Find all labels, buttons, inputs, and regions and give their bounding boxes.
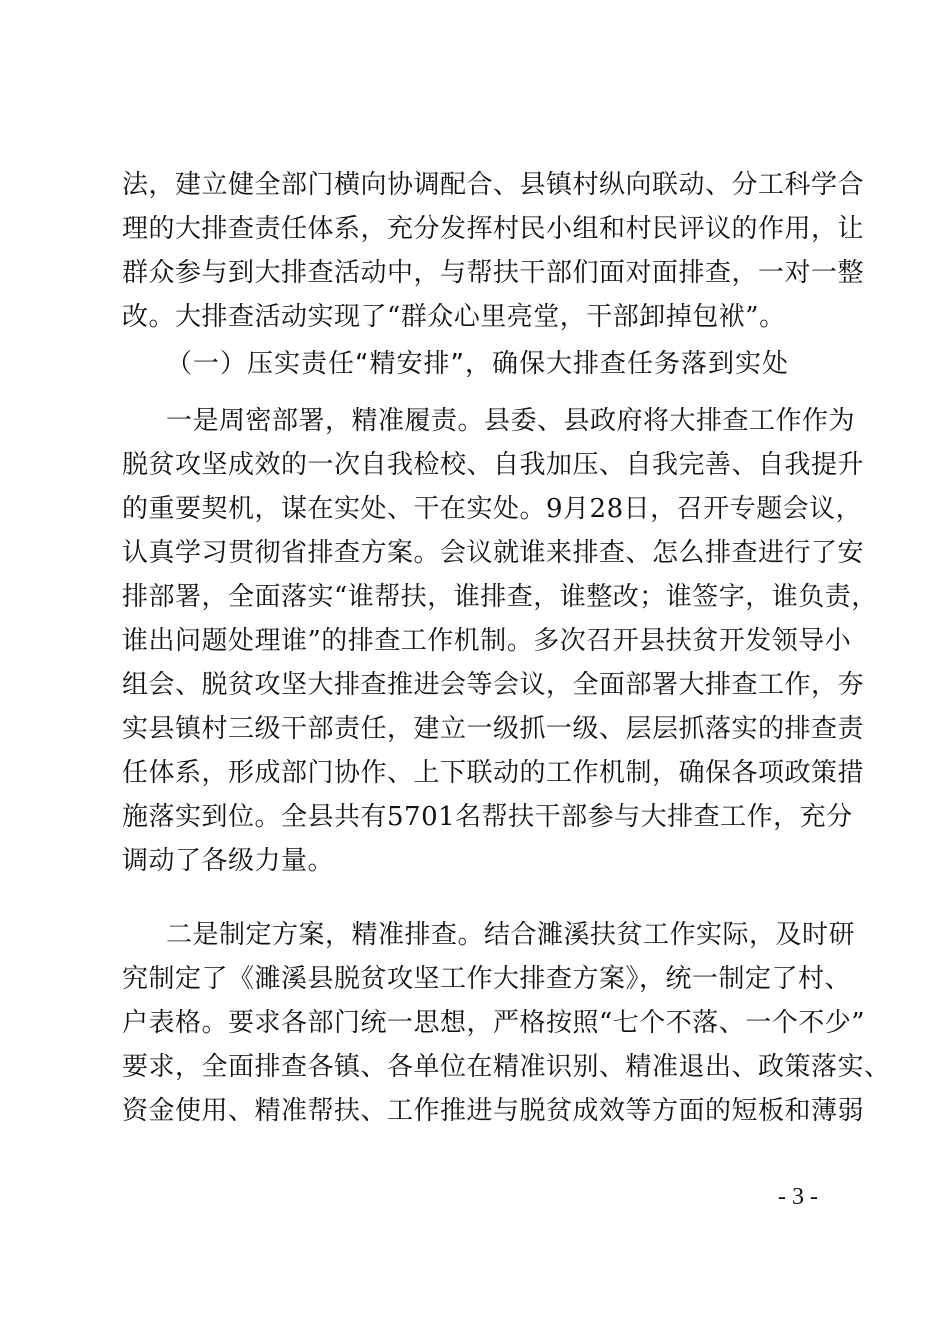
text-line: 调动了各级力量。 [122,846,335,876]
text-line: 二是制定方案，精准排查。结合濉溪扶贫工作实际，及时研 [166,920,856,950]
text-line: 资金使用、精准帮扶、工作推进与脱贫成效等方面的短板和薄弱 [122,1096,865,1126]
text-line: 究制定了《濉溪县脱贫攻坚工作大排查方案》，统一制定了村、 [122,964,852,994]
text-line: 群众参与到大排查活动中，与帮扶干部们面对面排查，一对一整 [122,258,865,288]
text-line: 排部署，全面落实“谁帮扶，谁排查，谁整改；谁签字，谁负责， [122,582,878,612]
text-line: 实县镇村三级干部责任，建立一级抓一级、层层抓落实的排查责 [122,714,865,744]
text-line: 施落实到位。全县共有5701名帮扶干部参与大排查工作，充分 [122,802,853,832]
text-line: 户表格。要求各部门统一思想，严格按照“七个不落、一个不少” [122,1008,866,1038]
text-line: 法，建立健全部门横向协调配合、县镇村纵向联动、分工科学合 [122,170,865,200]
text-line: 一是周密部署，精准履责。县委、县政府将大排查工作作为 [166,406,856,436]
text-line: 改。大排查活动实现了“群众心里亮堂，干部卸掉包袱”。 [122,302,786,332]
text-line: 认真学习贯彻省排查方案。会议就谁来排查、怎么排查进行了安 [122,538,865,568]
section-heading: （一）压实责任“精安排”，确保大排查任务落到实处 [166,349,789,379]
text-line: 谁出问题处理谁”的排查工作机制。多次召开县扶贫开发领导小 [122,626,852,656]
text-line: 要求，全面排查各镇、各单位在精准识别、精准退出、政策落实、 [122,1052,891,1082]
text-line: 脱贫攻坚成效的一次自我检校、自我加压、自我完善、自我提升 [122,450,865,480]
text-line: 的重要契机，谋在实处、干在实处。9月28日，召开专题会议， [122,494,863,524]
text-line: 组会、脱贫攻坚大排查推进会等会议，全面部署大排查工作，夯 [122,670,865,700]
page-number: - 3 - [778,1184,818,1210]
text-line: 理的大排查责任体系，充分发挥村民小组和村民评议的作用，让 [122,214,865,244]
text-line: 任体系，形成部门协作、上下联动的工作机制，确保各项政策措 [122,758,865,788]
